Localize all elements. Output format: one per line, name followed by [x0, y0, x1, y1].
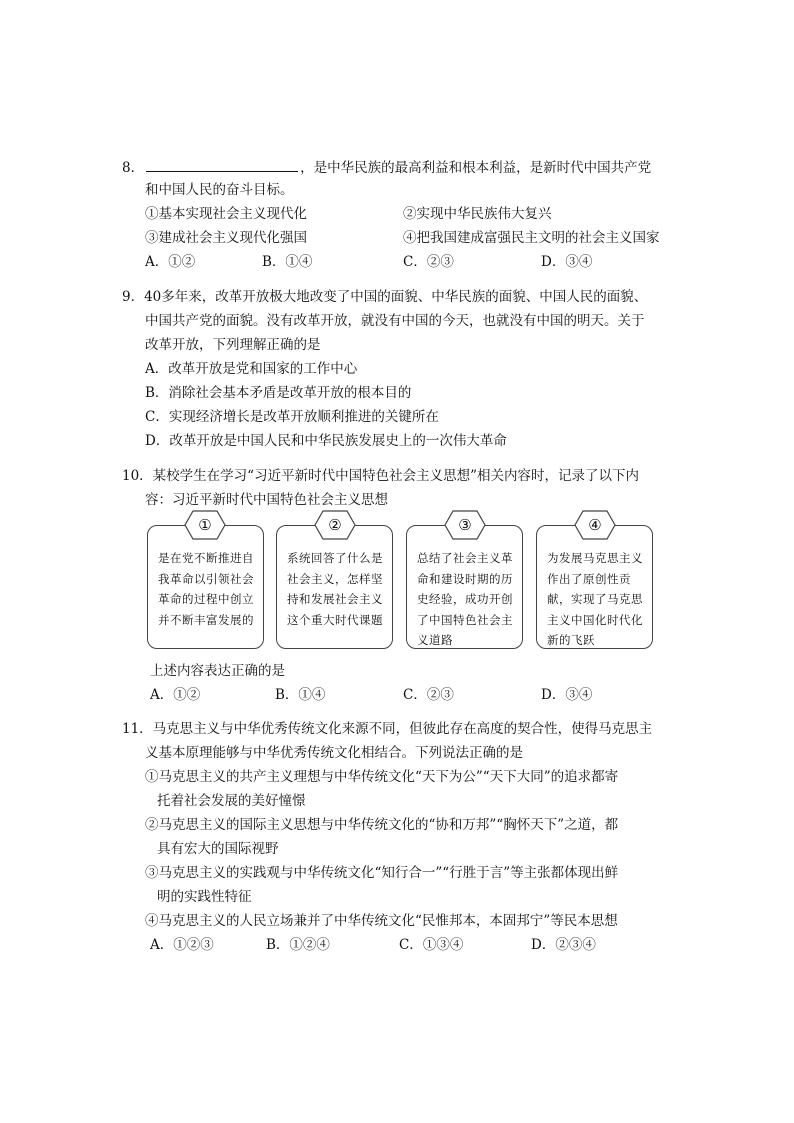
- q8-option-3: ③建成社会主义现代化强国: [145, 230, 307, 246]
- q9-choice-a[interactable]: A．改革开放是党和国家的工作中心: [145, 361, 358, 377]
- q8-option-4: ④把我国建成富强民主文明的社会主义国家: [403, 230, 660, 246]
- q11-option-4: ④马克思主义的人民立场兼并了中华传统文化“民惟邦本，本固邦宁”等民本思想: [145, 913, 618, 929]
- q10-card-4: [536, 525, 653, 649]
- q10-card-1: [147, 525, 264, 649]
- q8-choice-c[interactable]: C．②③: [403, 254, 454, 270]
- q11-option-1-line2: 托着社会发展的美好憧憬: [157, 793, 306, 809]
- q11-stem-line2: 义基本原理能够与中华优秀传统文化相结合。下列说法正确的是: [145, 745, 523, 761]
- q11-option-2-line2: 具有宏大的国际视野: [157, 841, 279, 857]
- q11-stem-line1: 11．马克思主义与中华优秀传统文化来源不同，但彼此存在高度的契合性，使得马克思主: [122, 721, 653, 737]
- q11-option-3-line1: ③马克思主义的实践观与中华传统文化“知行合一”“行胜于言”等主张都体现出鲜: [145, 865, 619, 881]
- q10-card-2-badge: [314, 510, 356, 540]
- q10-card-2-number: ②: [328, 516, 342, 534]
- q9-choice-c[interactable]: C．实现经济增长是改革开放顺利推进的关键所在: [145, 409, 439, 425]
- q8-choice-d[interactable]: D．③④: [541, 254, 593, 270]
- q8-choice-b[interactable]: B．①④: [262, 254, 313, 270]
- q8-answer-blank[interactable]: [146, 157, 298, 172]
- q10-card-3-badge: [444, 510, 486, 540]
- q10-card-2: [276, 525, 393, 649]
- q9-choice-d[interactable]: D．改革开放是中国人民和中华民族发展史上的一次伟大革命: [145, 433, 507, 449]
- q10-card-2-text: 系统回答了什么是社会主义，怎样坚持和发展社会主义这个重大时代课题: [287, 551, 383, 627]
- q9-stem-line2: 中国共产党的面貌。没有改革开放，就没有中国的今天，也就没有中国的明天。关于: [145, 313, 645, 329]
- q8-stem-line2: 和中国人民的奋斗目标。: [145, 182, 294, 198]
- q11-option-2-line1: ②马克思主义的国际主义思想与中华传统文化的“协和万邦”“胸怀天下”之道，都: [145, 817, 619, 833]
- q10-card-3-number: ③: [458, 516, 472, 534]
- q10-card-4-text: 为发展马克思主义作出了原创性贡献，实现了马克思主义中国化时代化新的飞跃: [547, 551, 643, 647]
- q11-option-3-line2: 明的实践性特征: [157, 889, 252, 905]
- q9-stem-line1: 9．40多年来，改革开放极大地改变了中国的面貌、中华民族的面貌、中国人民的面貌、: [122, 289, 648, 305]
- q10-card-1-badge: [184, 510, 226, 540]
- q11-option-1-line1: ①马克思主义的共产主义理想与中华传统文化“天下为公”“天下大同”的追求都寄: [145, 769, 619, 785]
- q10-card-3: [406, 525, 523, 649]
- q10-card-4-badge: [574, 510, 616, 540]
- q8-option-1: ①基本实现社会主义现代化: [145, 206, 307, 222]
- q8-number: 8．: [122, 160, 145, 176]
- q11-choice-c[interactable]: C．①③④: [399, 937, 464, 953]
- q11-choice-d[interactable]: D．②③④: [531, 937, 596, 953]
- q8-choice-a[interactable]: A．①②: [145, 254, 196, 270]
- q10-stem-line1: 10．某校学生在学习“习近平新时代中国特色社会主义思想”相关内容时，记录了以下内: [122, 468, 639, 484]
- q11-choice-a[interactable]: A．①②③: [150, 937, 214, 953]
- q10-question: 上述内容表达正确的是: [150, 663, 285, 679]
- q10-card-3-text: 总结了社会主义革命和建设时期的历史经验，成功开创了中国特色社会主义道路: [417, 551, 513, 647]
- q9-choice-b[interactable]: B．消除社会基本矛盾是改革开放的根本目的: [145, 385, 412, 401]
- q10-choice-c[interactable]: C．②③: [403, 687, 454, 703]
- q10-stem-line2: 容：习近平新时代中国特色社会主义思想: [145, 492, 388, 508]
- q8-stem-text: ，是中华民族的最高利益和根本利益，是新时代中国共产党: [300, 160, 652, 176]
- q9-stem-line3: 改革开放，下列理解正确的是: [145, 337, 321, 353]
- q10-card-1-text: 是在党不断推进自我革命以引领社会革命的过程中创立并不断丰富发展的: [158, 551, 254, 627]
- q10-choice-a[interactable]: A．①②: [150, 687, 201, 703]
- q8-option-2: ②实现中华民族伟大复兴: [403, 206, 552, 222]
- q8-stem-line1: [122, 157, 651, 177]
- q10-choice-d[interactable]: D．③④: [541, 687, 593, 703]
- q10-card-4-number: ④: [588, 516, 602, 534]
- q10-choice-b[interactable]: B．①④: [275, 687, 326, 703]
- q10-card-1-number: ①: [198, 516, 212, 534]
- q11-choice-b[interactable]: B．①②④: [266, 937, 330, 953]
